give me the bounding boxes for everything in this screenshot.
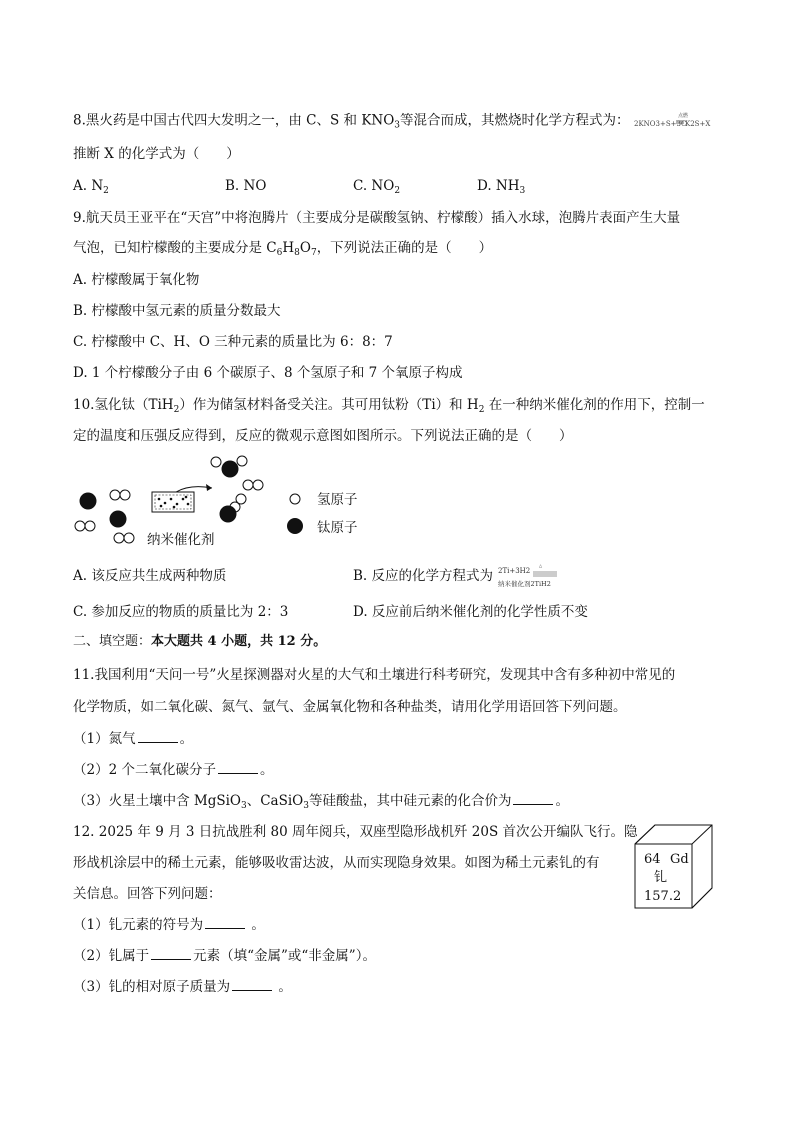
q8-stem-line2: 推断 X 的化学式为（ ） (73, 146, 240, 162)
q12-sub-3: （3）钆的相对原子质量为 。 (73, 979, 292, 995)
q11-sub-3: （3）火星土壤中含 MgSiO$_3$、CaSiO$_3$等硅酸盐，其中硅元素的化合价为 。 (73, 793, 569, 811)
q12-sub-2: （2）钆属于 元素（填“金属”或“非金属”）。 (73, 948, 376, 964)
catalyst-label: 纳米催化剂 (147, 532, 215, 548)
element-symbol: Gd (670, 852, 689, 867)
h-atom (114, 533, 124, 543)
ti-atom (222, 461, 239, 478)
q11-stem-line2: 化学物质，如二氧化碳、氮气、氩气、金属氧化物和各种盐类，请用化学用语回答下列问题。 (73, 699, 627, 715)
q8-text: 8.黑火药是中国古代四大发明之一，由 C、S 和 KNO (73, 112, 395, 129)
q8-option-c: C. $NO_2$ (353, 178, 401, 196)
h-atom (236, 494, 246, 504)
svg-text:纳米催化剂2TiH2: 纳米催化剂2TiH2 (498, 580, 552, 588)
answer-blank[interactable] (232, 978, 272, 991)
answer-blank[interactable] (151, 947, 191, 960)
h-atom-legend-icon (290, 494, 300, 504)
q10-option-a: A. 该反应共生成两种物质 (73, 568, 227, 584)
ti-atom (80, 493, 97, 510)
h-atom (85, 521, 95, 531)
h-atom (243, 480, 253, 490)
answer-blank[interactable] (513, 792, 553, 805)
answer-blank[interactable] (218, 761, 258, 774)
q8-option-a: A. $N_2$ (73, 178, 109, 196)
q9-stem-line1: 9.航天员王亚平在“天宫”中将泡腾片（主要成分是碳酸氢钠、柠檬酸）插入水球，泡腾片表面产生大量 (73, 210, 681, 226)
svg-text:点燃: 点燃 (677, 113, 688, 119)
svg-text:2KNO3+S+3C: 2KNO3+S+3C (633, 120, 687, 128)
q9-option-c: C. 柠檬酸中 C、H、O 三种元素的质量比为 6：8：7 (73, 334, 393, 350)
q10-option-c: C. 参加反应的物质的质量比为 2：3 (73, 604, 289, 620)
h-atom (75, 521, 85, 531)
h-atom (120, 490, 130, 500)
q12-stem-line3: 关信息。回答下列问题： (73, 886, 222, 902)
q9-option-a: A. 柠檬酸属于氧化物 (73, 272, 200, 288)
q9-option-d: D. 1 个柠檬酸分子由 6 个碳原子、8 个氢原子和 7 个氧原子构成 (73, 365, 463, 381)
q10-option-d: D. 反应前后纳米催化剂的化学性质不变 (353, 604, 588, 620)
svg-text:2Ti+3H2: 2Ti+3H2 (498, 567, 531, 575)
legend-titanium-label: 钛原子 (317, 520, 358, 536)
h-atom (124, 533, 134, 543)
q8-stem-line1: 8.黑火药是中国古代四大发明之一，由 C、S 和 $KNO_3$等混合而成，其燃烧时化学方程式为： 2KNO3+S+3C 点燃 K2S+X (73, 108, 706, 134)
h-atom (110, 490, 120, 500)
q8-equation-image (633, 108, 711, 134)
q11-sub-2: （2）2 个二氧化碳分子 。 (73, 762, 274, 778)
h-atom (253, 480, 263, 490)
q10-stem-line2: 定的温度和压强反应得到，反应的微观示意图如图所示。下列说法正确的是（ ） (73, 428, 573, 444)
svg-text:△: △ (539, 563, 543, 568)
q8-option-b: B. NO (225, 178, 267, 194)
q10-stem-line1: 10.氢化钛（TiH$_2$）作为储氢材料备受关注。其可用钛粉（Ti）和 $H_2$ 在一种纳米催化剂的作用下，控制一 (73, 397, 705, 415)
q12-sub-1: （1）钆元素的符号为 。 (73, 917, 265, 933)
ti-atom (220, 506, 237, 523)
q8-option-d: D. $NH_3$ (477, 178, 526, 196)
element-mass: 157.2 (644, 889, 682, 904)
answer-blank[interactable] (138, 730, 178, 743)
answer-blank[interactable] (205, 916, 245, 929)
ti-atom (110, 511, 127, 528)
gadolinium-element-card (632, 822, 718, 912)
h-atom (211, 457, 221, 467)
q10-legend (285, 486, 375, 542)
ti-atom-legend-icon (287, 518, 303, 534)
element-number: 64 (644, 852, 661, 867)
q9-option-b: B. 柠檬酸中氢元素的质量分数最大 (73, 303, 281, 319)
q9-stem-line2: 气泡，已知柠檬酸的主要成分是 $C_6H_8O_7$，下列说法正确的是（ ） (73, 240, 493, 258)
q11-sub-1: （1）氮气 。 (73, 731, 194, 747)
q11-stem-line1: 11.我国利用“天问一号”火星探测器对火星的大气和土壤进行科考研究，发现其中含有多种初中常见的 (73, 667, 676, 683)
q10-equation-image (497, 562, 561, 590)
q10-option-b: B. 反应的化学方程式为 2Ti+3H2 △ 纳米催化剂2TiH2 (353, 562, 561, 590)
q12-stem-line2: 形战机涂层中的稀土元素，能够吸收雷达波，从而实现隐身效果。如图为稀土元素钆的有 (73, 855, 600, 871)
element-name: 钆 (654, 870, 668, 885)
q12-stem-line1: 12. 2025 年 9 月 3 日抗战胜利 80 周年阅兵，双座型隐形战机歼 20S 首次公开编队飞行。隐 (73, 824, 638, 840)
h-atom (237, 456, 247, 466)
section-2-header: 二、填空题：本大题共 4 小题，共 12 分。 (73, 634, 327, 649)
legend-hydrogen-label: 氢原子 (317, 492, 358, 508)
svg-text:K2S+X: K2S+X (684, 120, 711, 128)
